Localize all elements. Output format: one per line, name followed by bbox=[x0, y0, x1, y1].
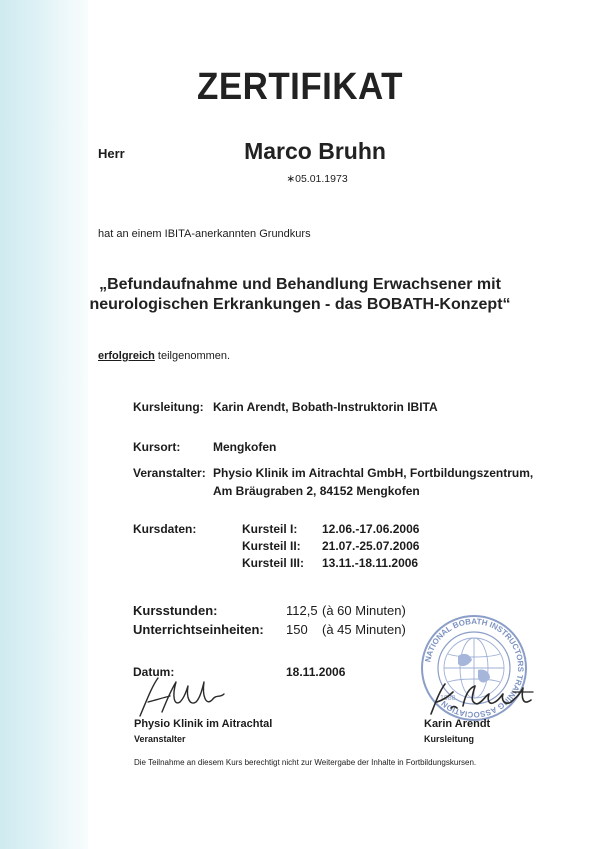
certificate-title: ZERTIFIKAT bbox=[197, 66, 403, 108]
veranstalter-label: Veranstalter: bbox=[133, 466, 206, 480]
kursstunden-label: Kursstunden: bbox=[133, 603, 218, 618]
success-text bbox=[98, 350, 230, 362]
kursleitung-label: Kursleitung: bbox=[133, 400, 204, 414]
success-rest: teilgenommen. bbox=[154, 350, 231, 362]
ue-value: 150 bbox=[286, 622, 308, 637]
footer-note: Die Teilnahme an diesem Kurs berechtigt nicht zur Weitergabe der Inhalte in Fortbildungskursen. bbox=[134, 758, 477, 767]
success-bold: erfolgreich bbox=[98, 350, 155, 362]
participant-name: Marco Bruhn bbox=[244, 138, 386, 164]
ue-note: (à 45 Minuten) bbox=[322, 622, 406, 637]
course-title-line2: neurologischen Erkrankungen - das BOBATH-Konzept“ bbox=[89, 296, 511, 313]
intro-text: hat an einem IBITA-anerkannten Grundkurs bbox=[98, 228, 311, 240]
salutation: Herr bbox=[98, 146, 125, 161]
instructor-name: Karin Arendt bbox=[424, 718, 491, 730]
kursleitung-value: Karin Arendt, Bobath-Instruktorin IBITA bbox=[213, 400, 438, 414]
kursstunden-note: (à 60 Minuten) bbox=[322, 603, 406, 618]
seal-text: NATIONAL BOBATH INSTRUCTORS TRAINING ASSOCIATION bbox=[423, 616, 526, 720]
kursteil-3-dates: 13.11.-18.11.2006 bbox=[322, 556, 419, 570]
course-title-line1: „Befundaufnahme und Behandlung Erwachsener mit bbox=[99, 276, 501, 293]
kursstunden-value: 112,5 bbox=[286, 603, 318, 618]
kursteil-2-name: Kursteil II: bbox=[242, 539, 301, 553]
organizer-role: Veranstalter bbox=[134, 734, 186, 744]
decorative-side-stripe bbox=[0, 0, 88, 849]
organizer-signature bbox=[132, 672, 242, 720]
birth-date: ∗05.01.1973 bbox=[286, 173, 348, 185]
seal-year: 1988 bbox=[440, 695, 456, 702]
organizer-name: Physio Klinik im Aitrachtal bbox=[134, 718, 273, 730]
kursort-label: Kursort: bbox=[133, 440, 181, 454]
kursteil-1-name: Kursteil I: bbox=[242, 522, 298, 536]
datum-label: Datum: bbox=[133, 665, 175, 679]
kursteil-2-dates: 21.07.-25.07.2006 bbox=[322, 539, 420, 553]
veranstalter-line2: Am Bräugraben 2, 84152 Mengkofen bbox=[213, 484, 420, 498]
ue-label: Unterrichtseinheiten: bbox=[133, 622, 264, 637]
instructor-role: Kursleitung bbox=[424, 734, 475, 744]
kursteil-1-dates: 12.06.-17.06.2006 bbox=[322, 522, 420, 536]
instructor-signature bbox=[425, 678, 540, 720]
kursdaten-label: Kursdaten: bbox=[133, 522, 197, 536]
veranstalter-line1: Physio Klinik im Aitrachtal GmbH, Fortbildungszentrum, bbox=[213, 466, 534, 480]
datum-value: 18.11.2006 bbox=[286, 665, 346, 679]
kursort-value: Mengkofen bbox=[213, 440, 277, 454]
kursteil-3-name: Kursteil III: bbox=[242, 556, 305, 570]
